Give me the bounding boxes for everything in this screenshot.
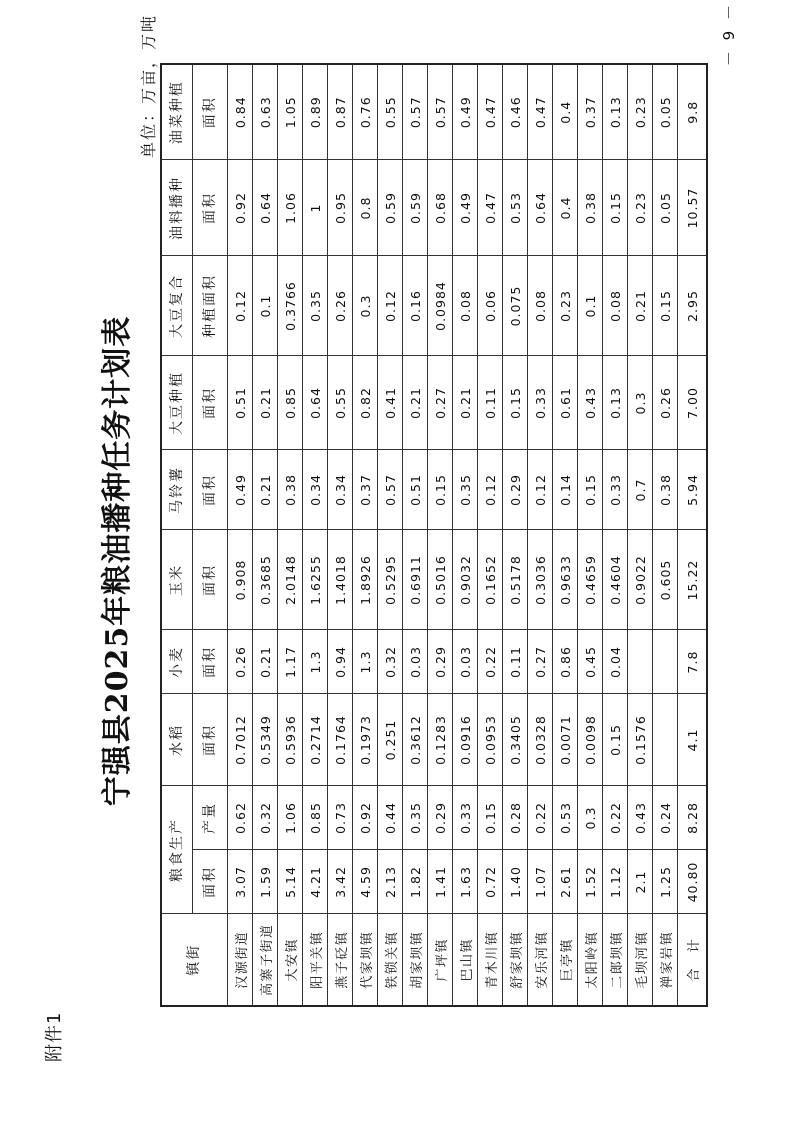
cell-grain-area: 40.80 — [678, 850, 708, 914]
cell-rice: 0.0328 — [528, 694, 553, 786]
cell-corn: 0.5016 — [428, 530, 453, 630]
cell-soybean: 0.27 — [428, 356, 453, 450]
cell-wheat: 0.86 — [553, 630, 578, 694]
cell-town: 铁锁关镇 — [378, 914, 403, 1006]
cell-rapeseed: 0.76 — [353, 64, 378, 160]
cell-rice: 0.1973 — [353, 694, 378, 786]
table-row — [228, 64, 253, 1006]
page-number: － 9 － — [720, 2, 738, 67]
cell-rapeseed: 0.47 — [478, 64, 503, 160]
cell-grain-output: 0.28 — [503, 786, 528, 850]
cell-rapeseed: 0.89 — [303, 64, 328, 160]
cell-wheat: 0.21 — [253, 630, 278, 694]
col-potato-subheader: 面积 — [193, 450, 228, 530]
cell-corn: 0.908 — [228, 530, 253, 630]
cell-town: 毛坝河镇 — [628, 914, 653, 1006]
table-row — [653, 64, 678, 1006]
cell-rapeseed: 0.46 — [503, 64, 528, 160]
cell-rice — [653, 694, 678, 786]
cell-soybean: 0.85 — [278, 356, 303, 450]
col-corn-subheader: 面积 — [193, 530, 228, 630]
cell-rapeseed: 0.63 — [253, 64, 278, 160]
col-potato-header: 马铃薯 — [161, 450, 193, 530]
cell-wheat: 0.11 — [503, 630, 528, 694]
cell-oilseed: 1 — [303, 160, 328, 256]
cell-corn: 2.0148 — [278, 530, 303, 630]
cell-oilseed: 0.38 — [578, 160, 603, 256]
cell-soy-compound: 0.08 — [603, 256, 628, 356]
cell-grain-area: 1.12 — [603, 850, 628, 914]
cell-rice: 0.2714 — [303, 694, 328, 786]
cell-grain-output: 0.29 — [428, 786, 453, 850]
cell-soy-compound: 0.08 — [528, 256, 553, 356]
cell-grain-output: 0.35 — [403, 786, 428, 850]
cell-town: 禅家岩镇 — [653, 914, 678, 1006]
cell-soybean: 0.21 — [253, 356, 278, 450]
cell-wheat: 0.04 — [603, 630, 628, 694]
cell-grain-area: 1.52 — [578, 850, 603, 914]
cell-potato: 0.37 — [353, 450, 378, 530]
cell-grain-output: 0.53 — [553, 786, 578, 850]
cell-soy-compound: 0.15 — [653, 256, 678, 356]
table-row — [253, 64, 278, 1006]
cell-potato: 0.38 — [653, 450, 678, 530]
table-row — [578, 64, 603, 1006]
table-body — [228, 64, 708, 1006]
cell-potato: 0.33 — [603, 450, 628, 530]
cell-grain-area: 1.82 — [403, 850, 428, 914]
cell-rapeseed: 0.84 — [228, 64, 253, 160]
cell-soy-compound: 0.23 — [553, 256, 578, 356]
cell-grain-output: 1.06 — [278, 786, 303, 850]
cell-wheat: 1.17 — [278, 630, 303, 694]
cell-potato: 0.14 — [553, 450, 578, 530]
cell-wheat — [653, 630, 678, 694]
col-grain-output-header: 产量 — [193, 786, 228, 850]
cell-soybean: 0.51 — [228, 356, 253, 450]
cell-corn: 1.6255 — [303, 530, 328, 630]
cell-soybean: 0.41 — [378, 356, 403, 450]
cell-oilseed: 0.15 — [603, 160, 628, 256]
cell-oilseed: 0.64 — [528, 160, 553, 256]
cell-grain-area: 1.25 — [653, 850, 678, 914]
cell-soy-compound: 0.16 — [403, 256, 428, 356]
cell-wheat: 0.22 — [478, 630, 503, 694]
col-soybean-header: 大豆种植 — [161, 356, 193, 450]
cell-grain-area: 1.63 — [453, 850, 478, 914]
cell-soy-compound: 0.35 — [303, 256, 328, 356]
cell-soy-compound: 0.12 — [378, 256, 403, 356]
cell-grain-area: 3.07 — [228, 850, 253, 914]
cell-soy-compound: 0.26 — [328, 256, 353, 356]
cell-rapeseed: 0.47 — [528, 64, 553, 160]
cell-rapeseed: 0.23 — [628, 64, 653, 160]
cell-grain-area: 2.61 — [553, 850, 578, 914]
cell-soybean: 0.11 — [478, 356, 503, 450]
cell-town: 二郎坝镇 — [603, 914, 628, 1006]
cell-oilseed: 0.49 — [453, 160, 478, 256]
col-wheat-subheader: 面积 — [193, 630, 228, 694]
table-row — [603, 64, 628, 1006]
col-grain-area-header: 面积 — [193, 850, 228, 914]
cell-grain-output: 0.22 — [603, 786, 628, 850]
cell-oilseed: 0.64 — [253, 160, 278, 256]
col-grain-group-header: 粮食生产 — [161, 786, 193, 914]
cell-soy-compound: 0.0984 — [428, 256, 453, 356]
col-rapeseed-header: 油菜种植 — [161, 64, 193, 160]
cell-rapeseed: 0.55 — [378, 64, 403, 160]
col-soy-compound-subheader: 种植面积 — [193, 256, 228, 356]
col-corn-header: 玉米 — [161, 530, 193, 630]
cell-soybean: 0.33 — [528, 356, 553, 450]
table-row — [478, 64, 503, 1006]
col-rapeseed-subheader: 面积 — [193, 64, 228, 160]
cell-soybean: 0.26 — [653, 356, 678, 450]
cell-wheat: 0.26 — [228, 630, 253, 694]
cell-rice: 0.251 — [378, 694, 403, 786]
cell-wheat: 0.32 — [378, 630, 403, 694]
cell-town: 代家坝镇 — [353, 914, 378, 1006]
cell-rice: 0.5349 — [253, 694, 278, 786]
cell-oilseed: 0.95 — [328, 160, 353, 256]
col-soy-compound-header: 大豆复合 — [161, 256, 193, 356]
cell-soybean: 0.21 — [403, 356, 428, 450]
cell-potato: 0.34 — [328, 450, 353, 530]
table-row — [353, 64, 378, 1006]
cell-wheat — [628, 630, 653, 694]
page-title: 宁强县2025年粮油播种任务计划表 — [100, 315, 135, 807]
cell-corn: 0.9022 — [628, 530, 653, 630]
cell-grain-area: 3.42 — [328, 850, 353, 914]
cell-rapeseed: 0.4 — [553, 64, 578, 160]
cell-grain-output: 0.43 — [628, 786, 653, 850]
table-row — [503, 64, 528, 1006]
cell-potato: 0.21 — [253, 450, 278, 530]
cell-wheat: 1.3 — [353, 630, 378, 694]
cell-rice: 0.15 — [603, 694, 628, 786]
cell-town: 巴山镇 — [453, 914, 478, 1006]
cell-rice: 4.1 — [678, 694, 708, 786]
cell-corn: 15.22 — [678, 530, 708, 630]
cell-soy-compound: 0.3766 — [278, 256, 303, 356]
table-row — [328, 64, 353, 1006]
cell-corn: 1.8926 — [353, 530, 378, 630]
cell-potato: 0.12 — [528, 450, 553, 530]
cell-rapeseed: 0.57 — [403, 64, 428, 160]
cell-soybean: 0.43 — [578, 356, 603, 450]
cell-potato: 0.15 — [428, 450, 453, 530]
cell-rapeseed: 0.57 — [428, 64, 453, 160]
cell-soy-compound: 2.95 — [678, 256, 708, 356]
cell-potato: 0.49 — [228, 450, 253, 530]
cell-grain-output: 0.24 — [653, 786, 678, 850]
cell-wheat: 0.27 — [528, 630, 553, 694]
cell-wheat: 0.03 — [403, 630, 428, 694]
cell-oilseed: 0.23 — [628, 160, 653, 256]
cell-town: 胡家坝镇 — [403, 914, 428, 1006]
cell-soy-compound: 0.12 — [228, 256, 253, 356]
cell-grain-output: 0.85 — [303, 786, 328, 850]
table-row — [553, 64, 578, 1006]
cell-corn: 0.4659 — [578, 530, 603, 630]
cell-soy-compound: 0.1 — [578, 256, 603, 356]
cell-rice: 0.0953 — [478, 694, 503, 786]
cell-corn: 1.4018 — [328, 530, 353, 630]
cell-rice: 0.1764 — [328, 694, 353, 786]
cell-town: 高寨子街道 — [253, 914, 278, 1006]
cell-soybean: 0.21 — [453, 356, 478, 450]
cell-potato: 0.57 — [378, 450, 403, 530]
cell-oilseed: 0.53 — [503, 160, 528, 256]
cell-grain-area: 5.14 — [278, 850, 303, 914]
cell-grain-area: 1.59 — [253, 850, 278, 914]
cell-grain-output: 0.62 — [228, 786, 253, 850]
col-oilseed-subheader: 面积 — [193, 160, 228, 256]
cell-corn: 0.9032 — [453, 530, 478, 630]
cell-oilseed: 0.47 — [478, 160, 503, 256]
cell-soybean: 0.3 — [628, 356, 653, 450]
table-row — [453, 64, 478, 1006]
cell-grain-area: 2.1 — [628, 850, 653, 914]
cell-wheat: 1.3 — [303, 630, 328, 694]
cell-grain-output: 0.73 — [328, 786, 353, 850]
cell-potato: 0.15 — [578, 450, 603, 530]
cell-potato: 0.7 — [628, 450, 653, 530]
cell-soybean: 0.55 — [328, 356, 353, 450]
cell-soy-compound: 0.06 — [478, 256, 503, 356]
cell-town: 舒家坝镇 — [503, 914, 528, 1006]
cell-town: 大安镇 — [278, 914, 303, 1006]
cell-potato: 5.94 — [678, 450, 708, 530]
cell-corn: 0.4604 — [603, 530, 628, 630]
cell-potato: 0.29 — [503, 450, 528, 530]
col-soybean-subheader: 面积 — [193, 356, 228, 450]
cell-oilseed: 0.68 — [428, 160, 453, 256]
cell-oilseed: 0.8 — [353, 160, 378, 256]
cell-soy-compound: 0.1 — [253, 256, 278, 356]
table-row — [428, 64, 453, 1006]
cell-grain-output: 0.15 — [478, 786, 503, 850]
cell-soybean: 0.64 — [303, 356, 328, 450]
cell-town: 汉源街道 — [228, 914, 253, 1006]
cell-oilseed: 1.06 — [278, 160, 303, 256]
cell-rapeseed: 9.8 — [678, 64, 708, 160]
table-row — [528, 64, 553, 1006]
cell-grain-area: 1.41 — [428, 850, 453, 914]
cell-town: 青木川镇 — [478, 914, 503, 1006]
cell-wheat: 0.29 — [428, 630, 453, 694]
cell-rice: 0.0098 — [578, 694, 603, 786]
cell-oilseed: 0.05 — [653, 160, 678, 256]
cell-wheat: 0.45 — [578, 630, 603, 694]
cell-soybean: 0.15 — [503, 356, 528, 450]
cell-oilseed: 0.4 — [553, 160, 578, 256]
plan-table — [160, 63, 708, 1007]
cell-rapeseed: 0.05 — [653, 64, 678, 160]
cell-soy-compound: 0.08 — [453, 256, 478, 356]
cell-soybean: 0.13 — [603, 356, 628, 450]
col-town-header: 镇街 — [161, 914, 228, 1006]
table-row — [278, 64, 303, 1006]
table-row — [628, 64, 653, 1006]
cell-oilseed: 10.57 — [678, 160, 708, 256]
cell-rapeseed: 0.13 — [603, 64, 628, 160]
cell-rapeseed: 0.37 — [578, 64, 603, 160]
cell-grain-area: 1.07 — [528, 850, 553, 914]
cell-corn: 0.3036 — [528, 530, 553, 630]
cell-wheat: 7.8 — [678, 630, 708, 694]
cell-grain-output: 0.22 — [528, 786, 553, 850]
cell-grain-area: 2.13 — [378, 850, 403, 914]
cell-rice: 0.1576 — [628, 694, 653, 786]
cell-wheat: 0.94 — [328, 630, 353, 694]
cell-rice: 0.0071 — [553, 694, 578, 786]
cell-town: 燕子砭镇 — [328, 914, 353, 1006]
cell-town: 巨亭镇 — [553, 914, 578, 1006]
cell-corn: 0.605 — [653, 530, 678, 630]
cell-soy-compound: 0.3 — [353, 256, 378, 356]
cell-town: 太阳岭镇 — [578, 914, 603, 1006]
col-oilseed-header: 油料播种 — [161, 160, 193, 256]
unit-note: 单位：万亩，万吨 — [139, 14, 158, 159]
cell-town: 广坪镇 — [428, 914, 453, 1006]
cell-potato: 0.35 — [453, 450, 478, 530]
cell-soybean: 0.61 — [553, 356, 578, 450]
cell-rapeseed: 1.05 — [278, 64, 303, 160]
cell-potato: 0.51 — [403, 450, 428, 530]
table-row — [403, 64, 428, 1006]
cell-soybean: 0.82 — [353, 356, 378, 450]
cell-corn: 0.5178 — [503, 530, 528, 630]
cell-grain-output: 8.28 — [678, 786, 708, 850]
table-total-row — [678, 64, 708, 1006]
cell-corn: 0.6911 — [403, 530, 428, 630]
cell-grain-area: 1.40 — [503, 850, 528, 914]
cell-oilseed: 0.59 — [378, 160, 403, 256]
col-rice-header: 水稻 — [161, 694, 193, 786]
cell-oilseed: 0.92 — [228, 160, 253, 256]
cell-grain-area: 4.21 — [303, 850, 328, 914]
cell-wheat: 0.03 — [453, 630, 478, 694]
cell-town: 合 计 — [678, 914, 708, 1006]
cell-rice: 0.5936 — [278, 694, 303, 786]
cell-potato: 0.34 — [303, 450, 328, 530]
cell-corn: 0.5295 — [378, 530, 403, 630]
cell-potato: 0.38 — [278, 450, 303, 530]
col-rice-subheader: 面积 — [193, 694, 228, 786]
cell-grain-output: 0.32 — [253, 786, 278, 850]
cell-corn: 0.3685 — [253, 530, 278, 630]
cell-rice: 0.7012 — [228, 694, 253, 786]
table-row — [303, 64, 328, 1006]
cell-town: 阳平关镇 — [303, 914, 328, 1006]
cell-town: 安乐河镇 — [528, 914, 553, 1006]
col-wheat-header: 小麦 — [161, 630, 193, 694]
cell-oilseed: 0.59 — [403, 160, 428, 256]
cell-soybean: 7.00 — [678, 356, 708, 450]
attachment-label: 附件1 — [44, 1011, 65, 1062]
cell-potato: 0.12 — [478, 450, 503, 530]
cell-corn: 0.9633 — [553, 530, 578, 630]
cell-grain-output: 0.3 — [578, 786, 603, 850]
cell-soy-compound: 0.21 — [628, 256, 653, 356]
cell-rice: 0.3405 — [503, 694, 528, 786]
cell-rice: 0.1283 — [428, 694, 453, 786]
cell-grain-area: 0.72 — [478, 850, 503, 914]
cell-rapeseed: 0.49 — [453, 64, 478, 160]
cell-soy-compound: 0.075 — [503, 256, 528, 356]
cell-rice: 0.3612 — [403, 694, 428, 786]
cell-grain-output: 0.44 — [378, 786, 403, 850]
cell-grain-output: 0.92 — [353, 786, 378, 850]
cell-grain-area: 4.59 — [353, 850, 378, 914]
cell-rice: 0.0916 — [453, 694, 478, 786]
table-row — [378, 64, 403, 1006]
cell-grain-output: 0.33 — [453, 786, 478, 850]
cell-corn: 0.1652 — [478, 530, 503, 630]
cell-rapeseed: 0.87 — [328, 64, 353, 160]
